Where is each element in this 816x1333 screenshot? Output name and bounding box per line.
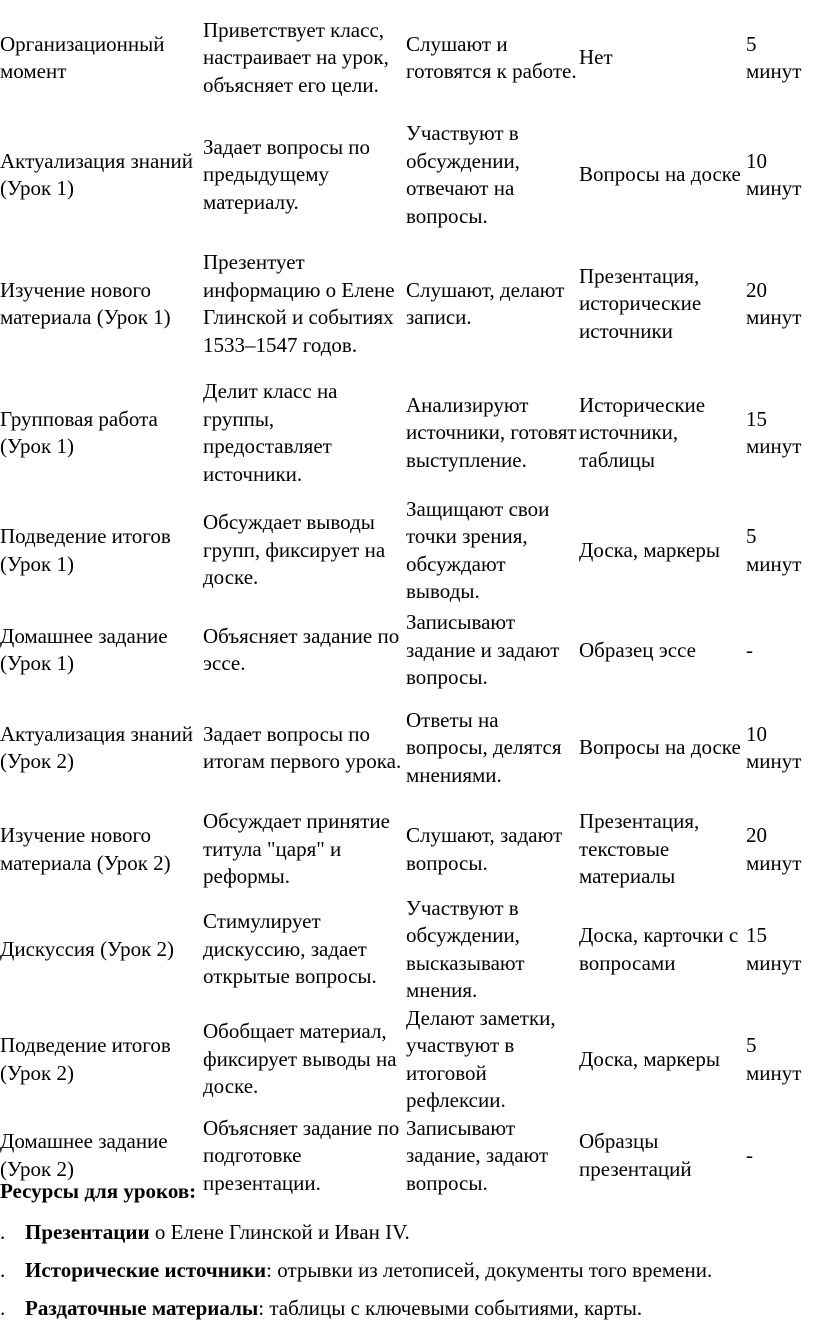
student-activity-cell: Анализируют источники, готовят выступление. [406, 392, 577, 472]
table-row [0, 0, 816, 116]
materials-cell: Вопросы на доске [579, 735, 741, 760]
teacher-activity-cell: Делит класс на группы, предоставляет источники. [203, 379, 338, 486]
stage-cell: Подведение итогов (Урок 1) [0, 524, 171, 576]
teacher-activity-cell: Объясняет задание по эссе. [203, 623, 400, 676]
table-row [0, 895, 816, 1005]
table-row [0, 374, 816, 492]
stage-cell: Дискуссия (Урок 2) [0, 936, 175, 961]
table-row [0, 234, 816, 374]
bullet-marker: . [0, 1296, 6, 1320]
materials-cell: Исторические источники, таблицы [579, 392, 706, 472]
teacher-activity-cell: Задает вопросы по предыдущему материалу. [203, 134, 371, 214]
student-activity-cell: Слушают и готовятся к работе. [406, 31, 577, 83]
resource-text: о Елене Глинской и Иван IV. [149, 1220, 410, 1244]
teacher-activity-cell: Обсуждает выводы групп, фиксирует на доске. [203, 510, 386, 590]
student-activity-cell: Ответы на вопросы, делятся мнениями. [406, 707, 562, 787]
bullet-marker: . [0, 1220, 6, 1244]
student-activity-cell: Записывают задание, задают вопросы. [406, 1115, 549, 1195]
table-row [0, 116, 816, 234]
resource-text: : таблицы с ключевыми событиями, карты. [258, 1296, 643, 1320]
table-row [0, 492, 816, 609]
stage-cell: Изучение нового материала (Урок 2) [0, 823, 171, 875]
materials-cell: Доска, маркеры [579, 537, 720, 562]
stage-cell: Домашнее задание (Урок 2) [0, 1129, 168, 1181]
resource-term: Раздаточные материалы [25, 1296, 259, 1320]
time-cell: - [746, 637, 753, 662]
teacher-activity-cell: Стимулирует дискуссию, задает открытые вопросы. [203, 909, 377, 989]
student-activity-cell: Слушают, задают вопросы. [406, 823, 563, 875]
time-cell: 15 минут [746, 923, 802, 975]
bullet-marker: . [0, 1258, 6, 1282]
student-activity-cell: Участвуют в обсуждении, высказывают мнения. [406, 895, 525, 1002]
table-row [0, 805, 816, 895]
student-activity-cell: Участвуют в обсуждении, отвечают на вопросы. [406, 121, 520, 228]
time-cell: 5 минут [746, 31, 802, 83]
resource-item-handouts [0, 1295, 816, 1322]
teacher-activity-cell: Приветствует класс, настраивает на урок, объясняет его цели. [203, 17, 389, 97]
time-cell: 5 минут [746, 524, 802, 576]
time-cell: 20 минут [746, 823, 802, 875]
stage-cell: Актуализация знаний (Урок 1) [0, 148, 194, 200]
materials-cell: Нет [579, 45, 613, 70]
time-cell: 10 минут [746, 721, 802, 773]
table-row [0, 1005, 816, 1115]
materials-cell: Образцы презентаций [579, 1129, 692, 1181]
student-activity-cell: Делают заметки, участвуют в итоговой рефлексии. [406, 1005, 556, 1112]
materials-cell: Вопросы на доске [579, 162, 741, 187]
stage-cell: Актуализация знаний (Урок 2) [0, 721, 194, 773]
resources-section [0, 1178, 816, 1333]
stage-cell: Подведение итогов (Урок 2) [0, 1033, 171, 1085]
stage-cell: Домашнее задание (Урок 1) [0, 623, 168, 676]
stage-cell: Групповая работа (Урок 1) [0, 406, 158, 458]
student-activity-cell: Слушают, делают записи. [406, 277, 565, 329]
resource-text: : отрывки из летописей, документы того времени. [266, 1258, 713, 1282]
resource-item-historical-sources [0, 1257, 816, 1284]
materials-cell: Доска, маркеры [579, 1046, 720, 1071]
time-cell: 20 минут [746, 277, 802, 329]
teacher-activity-cell: Задает вопросы по итогам первого урока. [203, 721, 402, 773]
stage-cell: Организационный момент [0, 31, 165, 83]
stage-cell: Изучение нового материала (Урок 1) [0, 277, 171, 329]
table-row [0, 692, 816, 805]
time-cell: 15 минут [746, 406, 802, 458]
teacher-activity-cell: Презентует информацию о Елене Глинской и событиях 1533–1547 годов. [203, 250, 395, 357]
student-activity-cell: Записывают задание и задают вопросы. [406, 610, 560, 689]
teacher-activity-cell: Объясняет задание по подготовке презентации. [203, 1115, 400, 1195]
resources-title: Ресурсы для уроков: [0, 1179, 197, 1203]
teacher-activity-cell: Обобщает материал, фиксирует выводы на доске. [203, 1019, 397, 1099]
materials-cell: Доска, карточки с вопросами [579, 923, 739, 975]
materials-cell: Презентация, текстовые материалы [579, 809, 700, 889]
resource-term: Презентации [25, 1220, 150, 1244]
table-row [0, 609, 816, 692]
time-cell: 5 минут [746, 1033, 802, 1085]
materials-cell: Презентация, исторические источники [579, 263, 702, 343]
materials-cell: Образец эссе [579, 637, 697, 662]
time-cell: 10 минут [746, 148, 802, 200]
resource-item-presentations [0, 1219, 816, 1246]
teacher-activity-cell: Обсуждает принятие титула "царя" и реформы. [203, 809, 390, 889]
resource-term: Исторические источники [25, 1258, 267, 1282]
student-activity-cell: Защищают свои точки зрения, обсуждают выводы. [406, 496, 550, 603]
time-cell: - [746, 1143, 753, 1167]
